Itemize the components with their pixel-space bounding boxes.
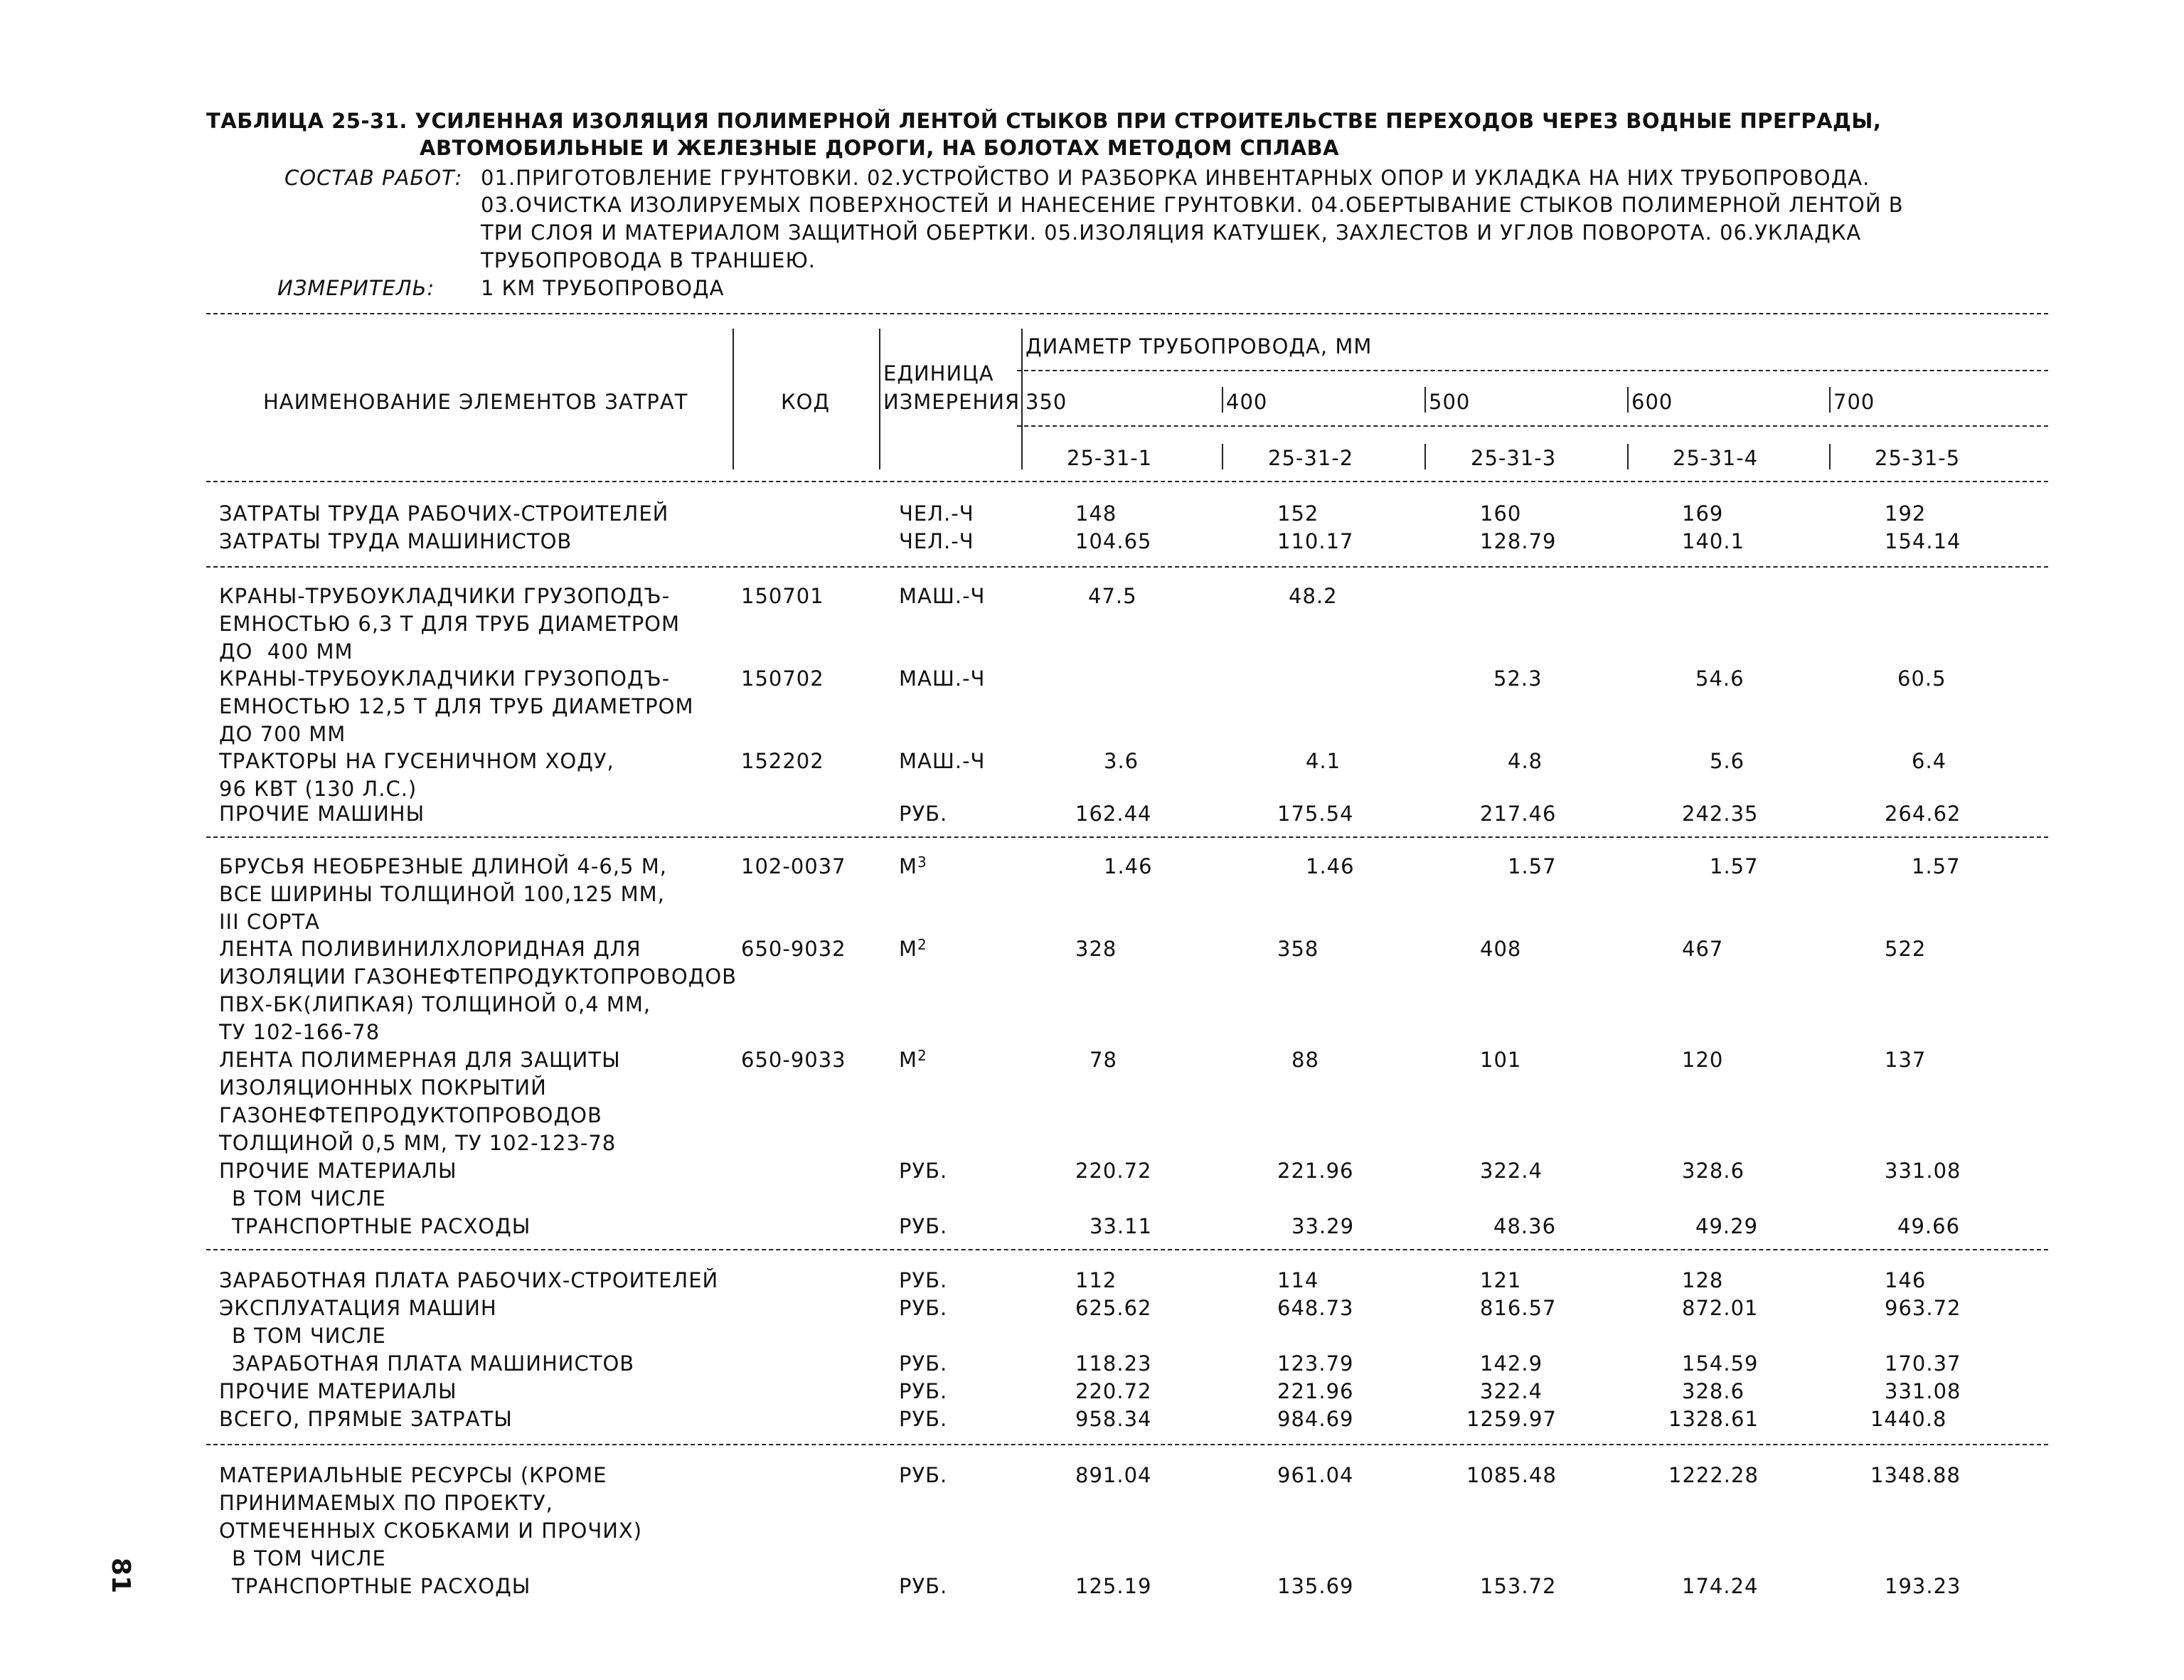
header-unit: ИЗМЕРЕНИЯ <box>883 390 1021 414</box>
row-name: ВСЕ ШИРИНЫ ТОЛЩИНОЙ 100,125 ММ, <box>219 882 665 906</box>
cell: 522 <box>1885 937 1927 961</box>
row-code: 150701 <box>741 584 824 608</box>
row-name: ТОЛЩИНОЙ 0,5 ММ, ТУ 102-123-78 <box>219 1131 617 1155</box>
cell: 872.01 <box>1682 1296 1759 1320</box>
cell: 1440.8 <box>1870 1407 1947 1431</box>
cell: 1348.88 <box>1870 1463 1961 1487</box>
cell: 891.04 <box>1075 1463 1152 1487</box>
composition-line: 01.ПРИГОТОВЛЕНИЕ ГРУНТОВКИ. 02.УСТРОЙСТВО И РАЗБОРКА ИНВЕНТАРНЫХ ОПОР И УКЛАДКА НА НИХ ТРУБОПРОВОДА. <box>481 166 1870 190</box>
cell: 152 <box>1277 501 1319 526</box>
rule <box>1017 370 2048 371</box>
composition-line: 03.ОЧИСТКА ИЗОЛИРУЕМЫХ ПОВЕРХНОСТЕЙ И НАНЕСЕНИЕ ГРУНТОВКИ. 04.ОБЕРТЫВАНИЕ СТЫКОВ ПОЛИМЕРНОЙ ЛЕНТОЙ В <box>481 193 1904 217</box>
rule <box>206 313 2048 314</box>
cell: 52.3 <box>1493 666 1543 691</box>
unit-text: М <box>899 854 918 878</box>
row-unit: РУБ. <box>899 802 948 826</box>
cell: 47.5 <box>1088 584 1137 608</box>
unit-exponent: 2 <box>917 936 927 953</box>
measure-value: 1 КМ ТРУБОПРОВОДА <box>481 276 725 300</box>
header-diameter: ДИАМЕТР ТРУБОПРОВОДА, ММ <box>1026 334 1373 358</box>
row-unit: РУБ. <box>899 1463 948 1487</box>
row-code: 152202 <box>741 749 824 773</box>
row-name: ЕМНОСТЬЮ 12,5 Т ДЛЯ ТРУБ ДИАМЕТРОМ <box>219 694 694 718</box>
column-divider <box>733 329 734 469</box>
cell: 958.34 <box>1075 1407 1152 1431</box>
row-name: ТРАНСПОРТНЫЕ РАСХОДЫ <box>232 1574 531 1598</box>
cell: 322.4 <box>1480 1159 1543 1183</box>
cell: 1.57 <box>1912 854 1961 878</box>
header-name: НАИМЕНОВАНИЕ ЭЛЕМЕНТОВ ЗАТРАТ <box>263 390 688 414</box>
column-divider <box>1222 387 1223 413</box>
row-name: ТУ 102-166-78 <box>219 1020 380 1044</box>
cell: 1259.97 <box>1466 1407 1557 1431</box>
cell: 169 <box>1682 501 1724 526</box>
header-rate-code: 25-31-3 <box>1471 446 1557 470</box>
cell: 328.6 <box>1682 1159 1745 1183</box>
row-unit: ЧЕЛ.-Ч <box>899 529 974 553</box>
cell: 3.6 <box>1104 749 1139 773</box>
row-code: 650-9033 <box>741 1048 846 1072</box>
cell: 358 <box>1277 937 1319 961</box>
unit-text: М <box>899 1048 918 1072</box>
row-unit: ЧЕЛ.-Ч <box>899 501 974 526</box>
column-divider <box>1424 444 1426 469</box>
table-title-line1: ТАБЛИЦА 25-31. УСИЛЕННАЯ ИЗОЛЯЦИЯ ПОЛИМЕРНОЙ ЛЕНТОЙ СТЫКОВ ПРИ СТРОИТЕЛЬСТВЕ ПЕРЕХОДОВ ЧЕРЕЗ ВОДНЫЕ ПРЕГРАДЫ, <box>206 109 1882 133</box>
column-divider <box>1021 329 1023 469</box>
cell: 114 <box>1277 1268 1319 1292</box>
row-name: ОТМЕЧЕННЫХ СКОБКАМИ И ПРОЧИХ) <box>219 1519 643 1543</box>
cell: 961.04 <box>1277 1463 1354 1487</box>
cell: 33.11 <box>1090 1214 1153 1238</box>
cell: 467 <box>1682 937 1724 961</box>
cell: 220.72 <box>1075 1379 1152 1403</box>
cell: 328.6 <box>1682 1379 1745 1403</box>
rule <box>206 566 2048 568</box>
cell: 322.4 <box>1480 1379 1543 1403</box>
cell: 408 <box>1480 937 1522 961</box>
row-name: ЛЕНТА ПОЛИВИНИЛХЛОРИДНАЯ ДЛЯ <box>219 937 641 961</box>
row-name: МАТЕРИАЛЬНЫЕ РЕСУРСЫ (КРОМЕ <box>219 1463 607 1487</box>
cell: 135.69 <box>1277 1574 1354 1598</box>
header-rate-code: 25-31-4 <box>1673 446 1759 470</box>
row-name: ПРОЧИЕ МАШИНЫ <box>219 802 425 826</box>
row-unit: РУБ. <box>899 1159 948 1183</box>
row-name: В ТОМ ЧИСЛЕ <box>232 1324 386 1348</box>
cell: 88 <box>1291 1048 1319 1072</box>
column-divider <box>1424 387 1426 413</box>
cell: 4.8 <box>1508 749 1543 773</box>
composition-label: СОСТАВ РАБОТ: <box>284 166 463 190</box>
cell: 60.5 <box>1897 666 1946 691</box>
rule <box>206 1444 2048 1445</box>
cell: 118.23 <box>1075 1351 1152 1376</box>
cell: 1.46 <box>1104 854 1153 878</box>
cell: 221.96 <box>1277 1379 1354 1403</box>
row-name: ЗАТРАТЫ ТРУДА МАШИНИСТОВ <box>219 529 572 553</box>
cell: 160 <box>1480 501 1522 526</box>
cell: 146 <box>1885 1268 1927 1292</box>
rule <box>206 1249 2048 1250</box>
rule <box>206 481 2048 482</box>
cell: 78 <box>1090 1048 1117 1072</box>
header-code: КОД <box>781 390 831 414</box>
column-divider <box>1222 444 1223 469</box>
cell: 1.46 <box>1306 854 1355 878</box>
cell: 153.72 <box>1480 1574 1557 1598</box>
row-name: ДО 400 ММ <box>219 639 353 664</box>
cell: 148 <box>1075 501 1117 526</box>
row-unit <box>899 1046 927 1074</box>
row-name: ЗАРАБОТНАЯ ПЛАТА МАШИНИСТОВ <box>232 1351 635 1376</box>
row-unit <box>899 935 927 963</box>
row-name: ИЗОЛЯЦИОННЫХ ПОКРЫТИЙ <box>219 1075 547 1100</box>
cell: 217.46 <box>1480 802 1557 826</box>
composition-line: ТРУБОПРОВОДА В ТРАНШЕЮ. <box>481 248 816 272</box>
unit-exponent: 3 <box>917 854 927 871</box>
cell: 128 <box>1682 1268 1724 1292</box>
cell: 174.24 <box>1682 1574 1759 1598</box>
row-name: ЗАРАБОТНАЯ ПЛАТА РАБОЧИХ-СТРОИТЕЛЕЙ <box>219 1268 719 1292</box>
cell: 242.35 <box>1682 802 1759 826</box>
row-name: ГАЗОНЕФТЕПРОДУКТОПРОВОДОВ <box>219 1103 602 1127</box>
cell: 4.1 <box>1306 749 1341 773</box>
cell: 1328.61 <box>1668 1407 1759 1431</box>
column-divider <box>1627 444 1629 469</box>
table-title-line2: АВТОМОБИЛЬНЫЕ И ЖЕЛЕЗНЫЕ ДОРОГИ, НА БОЛОТАХ МЕТОДОМ СПЛАВА <box>420 136 1340 160</box>
cell: 140.1 <box>1682 529 1745 553</box>
row-code: 650-9032 <box>741 937 846 961</box>
cell: 48.2 <box>1289 584 1338 608</box>
row-name: ПРОЧИЕ МАТЕРИАЛЫ <box>219 1159 457 1183</box>
cell: 33.29 <box>1291 1214 1355 1238</box>
cell: 125.19 <box>1075 1574 1152 1598</box>
cell: 154.14 <box>1885 529 1961 553</box>
cell: 110.17 <box>1277 529 1354 553</box>
row-name: 96 КВТ (130 Л.С.) <box>219 777 417 801</box>
header-diameter-value: 400 <box>1226 390 1268 414</box>
row-name: ЛЕНТА ПОЛИМЕРНАЯ ДЛЯ ЗАЩИТЫ <box>219 1048 621 1072</box>
row-name: ТРАНСПОРТНЫЕ РАСХОДЫ <box>232 1214 531 1238</box>
unit-text: М <box>899 937 918 961</box>
cell: 331.08 <box>1885 1379 1961 1403</box>
cell: 112 <box>1075 1268 1117 1292</box>
row-code: 150702 <box>741 666 824 691</box>
rule <box>1017 425 2048 427</box>
cell: 54.6 <box>1695 666 1744 691</box>
row-unit: МАШ.-Ч <box>899 666 986 691</box>
row-name: ИЗОЛЯЦИИ ГАЗОНЕФТЕПРОДУКТОПРОВОДОВ <box>219 964 737 989</box>
row-name: ЭКСПЛУАТАЦИЯ МАШИН <box>219 1296 497 1320</box>
cell: 1.57 <box>1710 854 1759 878</box>
cell: 816.57 <box>1480 1296 1557 1320</box>
header-diameter-value: 700 <box>1833 390 1875 414</box>
rule <box>206 836 2048 838</box>
row-name: ДО 700 ММ <box>219 722 346 746</box>
row-unit: РУБ. <box>899 1214 948 1238</box>
header-diameter-value: 600 <box>1631 390 1673 414</box>
cell: 162.44 <box>1075 802 1152 826</box>
row-name: БРУСЬЯ НЕОБРЕЗНЫЕ ДЛИНОЙ 4-6,5 М, <box>219 854 667 878</box>
row-unit <box>899 852 927 881</box>
row-unit: РУБ. <box>899 1379 948 1403</box>
cell: 170.37 <box>1885 1351 1961 1376</box>
cell: 121 <box>1480 1268 1522 1292</box>
measure-label: ИЗМЕРИТЕЛЬ: <box>277 276 435 300</box>
unit-exponent: 2 <box>917 1047 927 1064</box>
column-divider <box>879 329 880 469</box>
header-rate-code: 25-31-2 <box>1268 446 1354 470</box>
page-number: 81 <box>106 1558 135 1594</box>
row-code: 102-0037 <box>741 854 846 878</box>
cell: 625.62 <box>1075 1296 1152 1320</box>
cell: 1085.48 <box>1466 1463 1557 1487</box>
cell: 221.96 <box>1277 1159 1354 1183</box>
row-name: ЗАТРАТЫ ТРУДА РАБОЧИХ-СТРОИТЕЛЕЙ <box>219 501 669 526</box>
column-divider <box>1829 444 1831 469</box>
row-unit: МАШ.-Ч <box>899 749 986 773</box>
cell: 264.62 <box>1885 802 1961 826</box>
cell: 120 <box>1682 1048 1724 1072</box>
row-name: В ТОМ ЧИСЛЕ <box>232 1186 386 1211</box>
composition-line: ТРИ СЛОЯ И МАТЕРИАЛОМ ЗАЩИТНОЙ ОБЕРТКИ. 05.ИЗОЛЯЦИЯ КАТУШЕК, ЗАХЛЕСТОВ И УГЛОВ ПОВОРОТА. 06.УКЛАДКА <box>481 220 1862 245</box>
cell: 963.72 <box>1885 1296 1961 1320</box>
row-name: ПВХ-БК(ЛИПКАЯ) ТОЛЩИНОЙ 0,4 ММ, <box>219 992 651 1016</box>
column-divider <box>1829 387 1831 413</box>
cell: 192 <box>1885 501 1927 526</box>
row-name: ЕМНОСТЬЮ 6,3 Т ДЛЯ ТРУБ ДИАМЕТРОМ <box>219 612 681 636</box>
cell: 49.29 <box>1695 1214 1759 1238</box>
row-unit: РУБ. <box>899 1351 948 1376</box>
cell: 101 <box>1480 1048 1522 1072</box>
row-unit: РУБ. <box>899 1407 948 1431</box>
row-unit: МАШ.-Ч <box>899 584 986 608</box>
row-name: III СОРТА <box>219 910 320 934</box>
cell: 5.6 <box>1710 749 1745 773</box>
cell: 6.4 <box>1912 749 1947 773</box>
cell: 137 <box>1885 1048 1927 1072</box>
header-diameter-value: 350 <box>1026 390 1067 414</box>
cell: 123.79 <box>1277 1351 1354 1376</box>
cell: 48.36 <box>1493 1214 1557 1238</box>
cell: 193.23 <box>1885 1574 1961 1598</box>
cell: 175.54 <box>1277 802 1354 826</box>
row-name: КРАНЫ-ТРУБОУКЛАДЧИКИ ГРУЗОПОДЪ- <box>219 666 671 691</box>
cell: 648.73 <box>1277 1296 1354 1320</box>
header-unit: ЕДИНИЦА <box>883 361 994 386</box>
row-name: В ТОМ ЧИСЛЕ <box>232 1546 386 1570</box>
cell: 1.57 <box>1508 854 1557 878</box>
cell: 220.72 <box>1075 1159 1152 1183</box>
cell: 154.59 <box>1682 1351 1759 1376</box>
row-unit: РУБ. <box>899 1268 948 1292</box>
cell: 49.66 <box>1897 1214 1961 1238</box>
row-name: ВСЕГО, ПРЯМЫЕ ЗАТРАТЫ <box>219 1407 513 1431</box>
cell: 1222.28 <box>1668 1463 1759 1487</box>
row-unit: РУБ. <box>899 1296 948 1320</box>
row-name: ПРИНИМАЕМЫХ ПО ПРОЕКТУ, <box>219 1491 553 1515</box>
column-divider <box>1627 387 1629 413</box>
row-name: КРАНЫ-ТРУБОУКЛАДЧИКИ ГРУЗОПОДЪ- <box>219 584 671 608</box>
cell: 984.69 <box>1277 1407 1354 1431</box>
cell: 128.79 <box>1480 529 1557 553</box>
header-diameter-value: 500 <box>1429 390 1471 414</box>
cell: 142.9 <box>1480 1351 1543 1376</box>
cell: 331.08 <box>1885 1159 1961 1183</box>
row-name: ПРОЧИЕ МАТЕРИАЛЫ <box>219 1379 457 1403</box>
header-rate-code: 25-31-1 <box>1067 446 1153 470</box>
cell: 104.65 <box>1075 529 1152 553</box>
header-rate-code: 25-31-5 <box>1875 446 1961 470</box>
row-unit: РУБ. <box>899 1574 948 1598</box>
cell: 328 <box>1075 937 1117 961</box>
row-name: ТРАКТОРЫ НА ГУСЕНИЧНОМ ХОДУ, <box>219 749 614 773</box>
